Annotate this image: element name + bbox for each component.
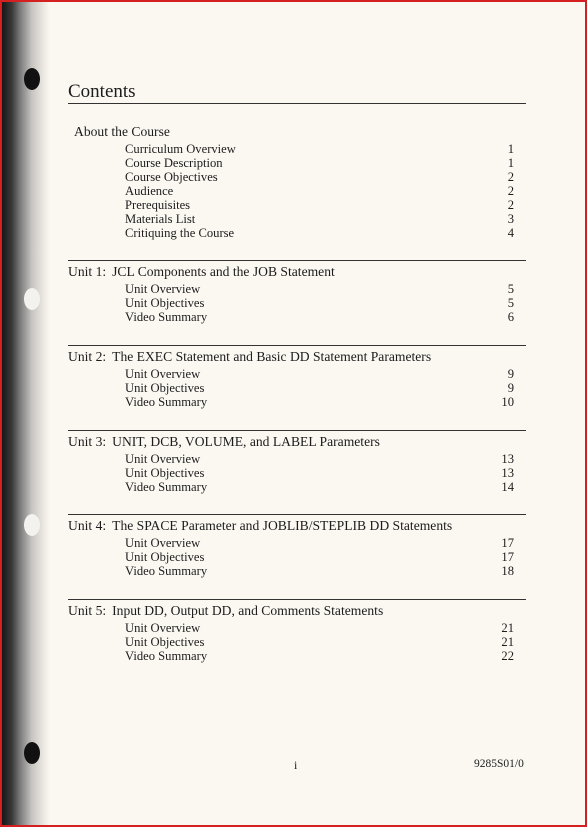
entry-label: Video Summary [125, 480, 208, 494]
entry-label: Course Description [125, 156, 223, 170]
section-title [68, 518, 458, 534]
entry-page: 9 [507, 381, 514, 395]
toc-entry[interactable] [125, 480, 514, 494]
entry-label: Unit Objectives [125, 381, 205, 395]
entry-page: 14 [501, 480, 514, 494]
section-title [68, 434, 386, 450]
section-heading: About the Course [74, 124, 170, 139]
title-rule [68, 103, 526, 104]
section-prefix: Unit 5: [68, 603, 107, 618]
entry-page: 21 [501, 621, 514, 635]
section-prefix: Unit 1: [68, 264, 107, 279]
section-prefix: Unit 4: [68, 518, 107, 533]
section-heading: The EXEC Statement and Basic DD Statement Parameters [112, 349, 432, 364]
section-heading: JCL Components and the JOB Statement [112, 264, 335, 279]
entry-page: 2 [507, 184, 514, 198]
toc-entry[interactable] [125, 198, 514, 212]
toc-entry[interactable] [125, 367, 514, 381]
toc-entry[interactable] [125, 452, 514, 466]
section-rule [68, 514, 526, 515]
section-rule [68, 599, 526, 600]
section-title [68, 603, 389, 619]
toc-entry[interactable] [125, 621, 514, 635]
footer-page-number: i [294, 758, 298, 772]
entry-label: Prerequisites [125, 198, 191, 212]
toc-entry[interactable] [125, 170, 514, 184]
section-prefix: Unit 2: [68, 349, 107, 364]
entry-label: Video Summary [125, 310, 208, 324]
entry-page: 22 [501, 649, 514, 663]
binder-hole [24, 288, 40, 310]
entry-label: Course Objectives [125, 170, 218, 184]
entry-page: 9 [507, 367, 514, 381]
entry-label: Video Summary [125, 564, 208, 578]
toc-entry[interactable] [125, 381, 514, 395]
page-title: Contents [68, 81, 136, 102]
binding-shadow [2, 2, 50, 825]
footer-doc-code: 9285S01/0 [474, 758, 524, 770]
section-prefix: Unit 3: [68, 434, 107, 449]
toc-entry[interactable] [125, 226, 514, 240]
entry-page: 2 [507, 198, 514, 212]
entry-label: Materials List [125, 212, 196, 226]
entry-page: 1 [507, 156, 514, 170]
entry-label: Curriculum Overview [125, 142, 236, 156]
entry-label: Video Summary [125, 649, 208, 663]
entry-label: Critiquing the Course [125, 226, 235, 240]
entry-page: 18 [501, 564, 514, 578]
toc-entry[interactable] [125, 550, 514, 564]
section-title [68, 349, 437, 365]
section-rule [68, 430, 526, 431]
entry-label: Unit Objectives [125, 550, 205, 564]
toc-entry[interactable] [125, 635, 514, 649]
entry-label: Unit Objectives [125, 635, 205, 649]
entry-label: Video Summary [125, 395, 208, 409]
section-title [68, 124, 176, 140]
toc-entry[interactable] [125, 395, 514, 409]
entry-label: Unit Objectives [125, 296, 205, 310]
toc-entry[interactable] [125, 282, 514, 296]
entry-page: 6 [507, 310, 514, 324]
entry-page: 1 [507, 142, 514, 156]
entry-label: Unit Overview [125, 536, 201, 550]
entry-page: 10 [501, 395, 514, 409]
entry-label: Audience [125, 184, 174, 198]
toc-entry[interactable] [125, 212, 514, 226]
binder-hole [24, 68, 40, 90]
entry-label: Unit Overview [125, 282, 201, 296]
toc-entry[interactable] [125, 142, 514, 156]
entry-page: 13 [501, 466, 514, 480]
toc-entry[interactable] [125, 184, 514, 198]
binder-hole [24, 742, 40, 764]
section-heading: Input DD, Output DD, and Comments Statements [112, 603, 384, 618]
entry-label: Unit Overview [125, 621, 201, 635]
entry-label: Unit Overview [125, 367, 201, 381]
toc-entry[interactable] [125, 156, 514, 170]
entry-label: Unit Objectives [125, 466, 205, 480]
toc-entry[interactable] [125, 564, 514, 578]
entry-page: 5 [507, 296, 514, 310]
entry-page: 4 [507, 226, 514, 240]
section-rule [68, 345, 526, 346]
section-heading: The SPACE Parameter and JOBLIB/STEPLIB DD Statements [112, 518, 453, 533]
toc-entry[interactable] [125, 310, 514, 324]
section-rule [68, 260, 526, 261]
toc-entry[interactable] [125, 649, 514, 663]
toc-entry[interactable] [125, 296, 514, 310]
entry-label: Unit Overview [125, 452, 201, 466]
entry-page: 17 [501, 550, 514, 564]
entry-page: 21 [501, 635, 514, 649]
entry-page: 2 [507, 170, 514, 184]
toc-entry[interactable] [125, 466, 514, 480]
entry-page: 17 [501, 536, 514, 550]
toc-entry[interactable] [125, 536, 514, 550]
entry-page: 3 [507, 212, 514, 226]
entry-page: 5 [507, 282, 514, 296]
section-heading: UNIT, DCB, VOLUME, and LABEL Parameters [112, 434, 380, 449]
entry-page: 13 [501, 452, 514, 466]
binder-hole [24, 514, 40, 536]
section-title [68, 264, 341, 280]
